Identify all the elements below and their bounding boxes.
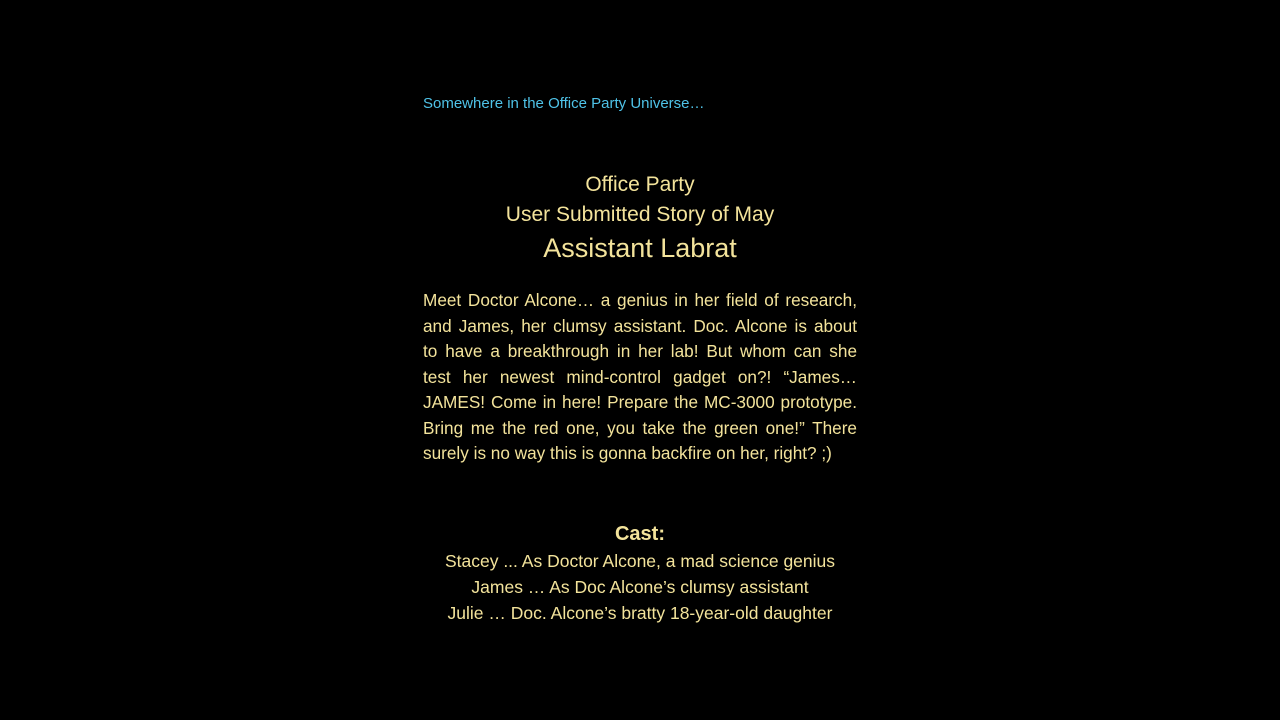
story-synopsis: Meet Doctor Alcone… a genius in her field of research, and James, her clumsy assistant. Doc. Alcone is about to have a breakthrough in her lab! But whom can she test her newest mind-control gadget on?! “James… JAMES! Come in here! Prepare the MC-3000 prototype. Bring me the red one, you take the green one!” There surely is no way this is gonna backfire on her, right? ;) [423, 290, 857, 463]
cast-section [400, 520, 880, 626]
intro-text: Somewhere in the Office Party Universe… [423, 95, 705, 112]
cast-member: Julie … Doc. Alcone’s bratty 18-year-old daughter [447, 603, 833, 623]
cast-member: James … As Doc Alcone’s clumsy assistant [471, 577, 809, 597]
story-subtitle: User Submitted Story of May [505, 203, 775, 226]
cast-member: Stacey ... As Doctor Alcone, a mad science genius [444, 551, 836, 571]
series-title: Office Party [585, 173, 695, 196]
story-title: Assistant Labrat [543, 233, 737, 263]
cast-heading: Cast: [614, 523, 665, 545]
title-block [423, 170, 857, 266]
